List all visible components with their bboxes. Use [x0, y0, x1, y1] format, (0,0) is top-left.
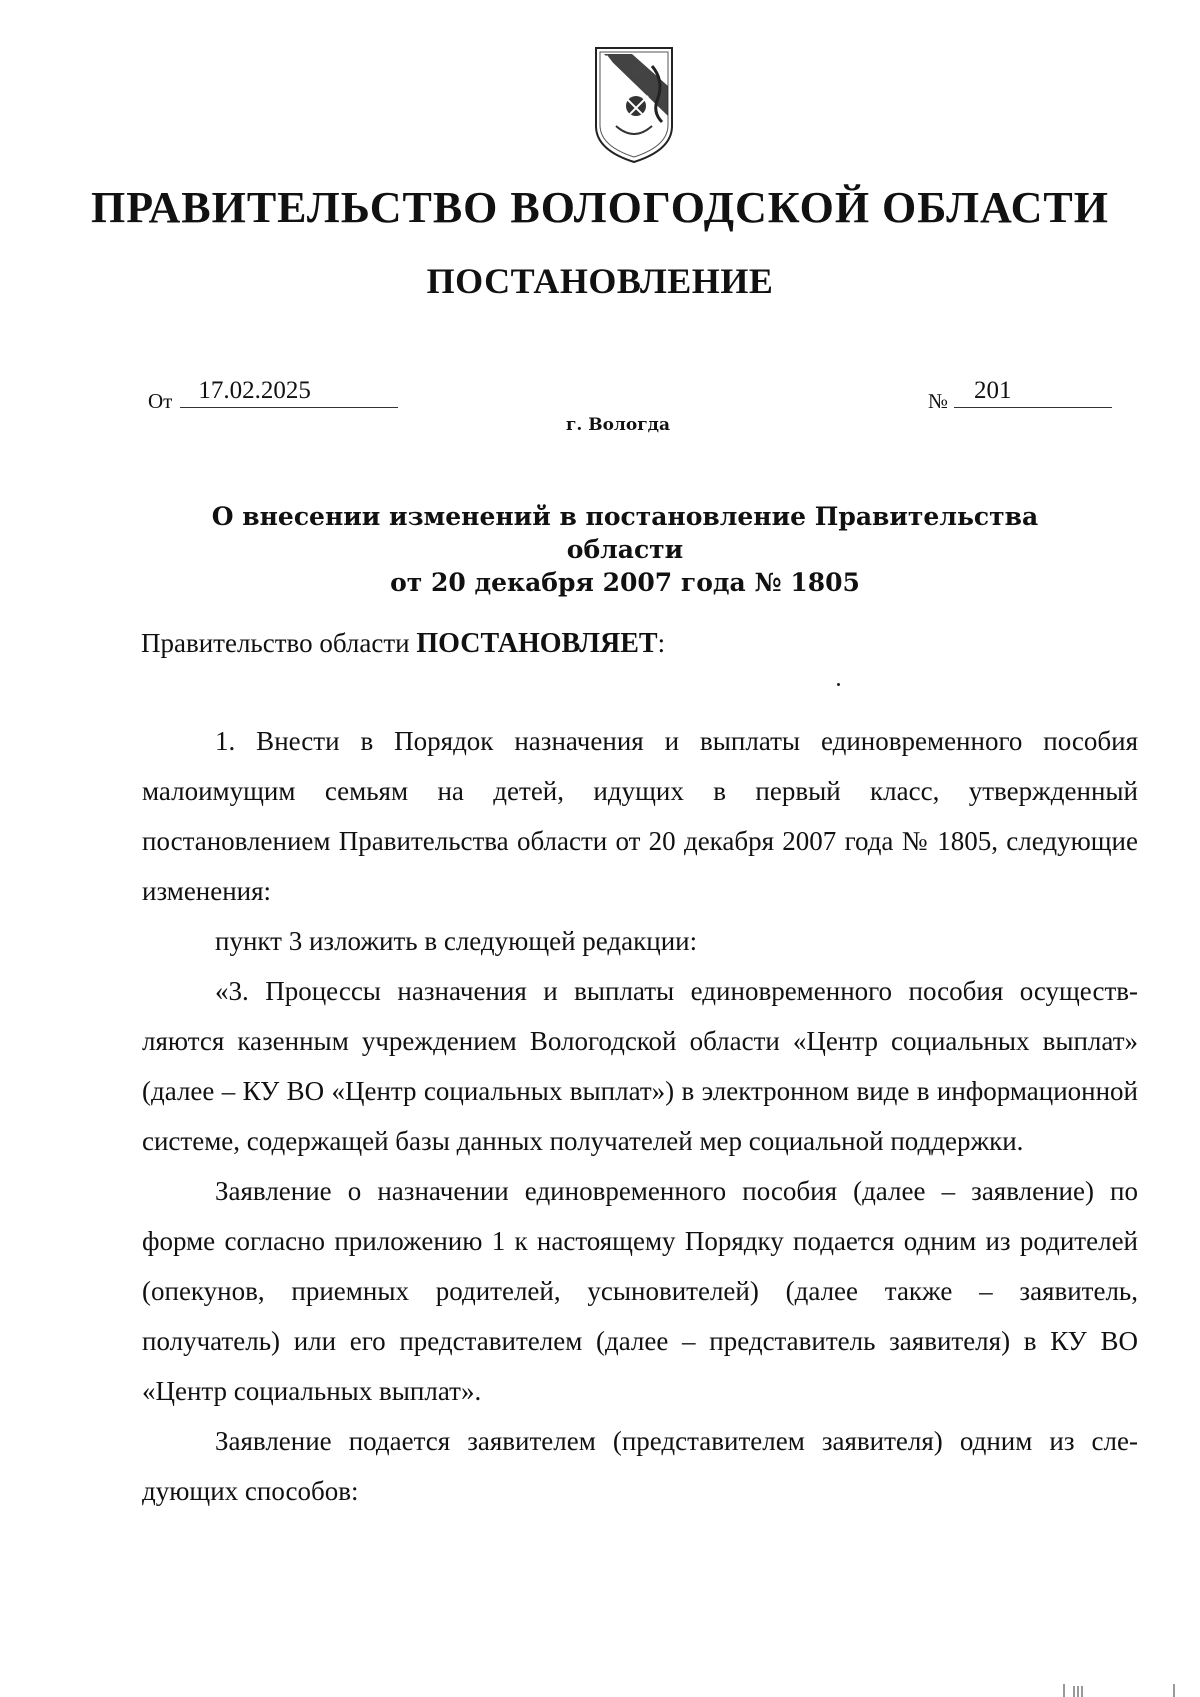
paragraph: Заявление подается заявителем (представителем заявителя) одним из следующих способов: [142, 1426, 1138, 1506]
decree-intro [141, 628, 665, 660]
document-subject [150, 500, 1100, 599]
subject-line-1: О внесении изменений в постановление Правительства области [211, 502, 1039, 564]
decree-intro-text: Правительство области [141, 628, 417, 658]
number-value: 201 [974, 377, 1012, 404]
subject-line-2: от 20 декабря 2007 года № 1805 [390, 568, 860, 597]
date-value: 17.02.2025 [198, 377, 311, 404]
organization-title: ПРАВИТЕЛЬСТВО ВОЛОГОДСКОЙ ОБЛАСТИ [91, 183, 1109, 232]
scan-speck [837, 683, 840, 686]
paragraph: «3. Процессы назначения и выплаты единовременного пособия осуществляются казенным учреждением Вологодской области «Центр социальных выплат» (далее – КУ ВО «Центр социальных выплат») в электронном виде в информационной системе, содержащей базы данных получателей мер социальной поддержки. [142, 976, 1138, 1156]
number-field [928, 377, 1112, 414]
date-underline [180, 377, 398, 408]
decree-intro-emphasis: ПОСТАНОВЛЯЕТ [416, 628, 658, 659]
scan-edge-marks [1062, 1684, 1182, 1697]
paragraph: 1. Внести в Порядок назначения и выплаты единовременного пособия малоимущим семьям на детей, идущих в первый класс, утвержденный постановлением Правительства области от 20 декабря 2007 года № 1805, следующие изменения: [142, 726, 1138, 906]
document-type: ПОСТАНОВЛЕНИЕ [426, 261, 774, 301]
document-body [142, 716, 1138, 1516]
paragraph: Заявление о назначении единовременного пособия (далее – заявление) по форме согласно приложению 1 к настоящему Порядку подается одним из родителей (опекунов, приемных родителей, усыновителей) (далее также – заявитель, получатель) или его представителем (далее – представитель заявителя) в КУ ВО «Центр социальных выплат». [142, 1176, 1138, 1406]
date-field [148, 377, 398, 414]
date-prefix: От [148, 389, 173, 413]
number-underline [954, 377, 1112, 408]
coat-of-arms-icon [592, 46, 676, 164]
paragraph: пункт 3 изложить в следующей редакции: [215, 926, 698, 956]
city-label: г. Вологда [565, 415, 671, 435]
number-prefix: № [928, 389, 949, 413]
decree-intro-tail: : [657, 628, 666, 658]
